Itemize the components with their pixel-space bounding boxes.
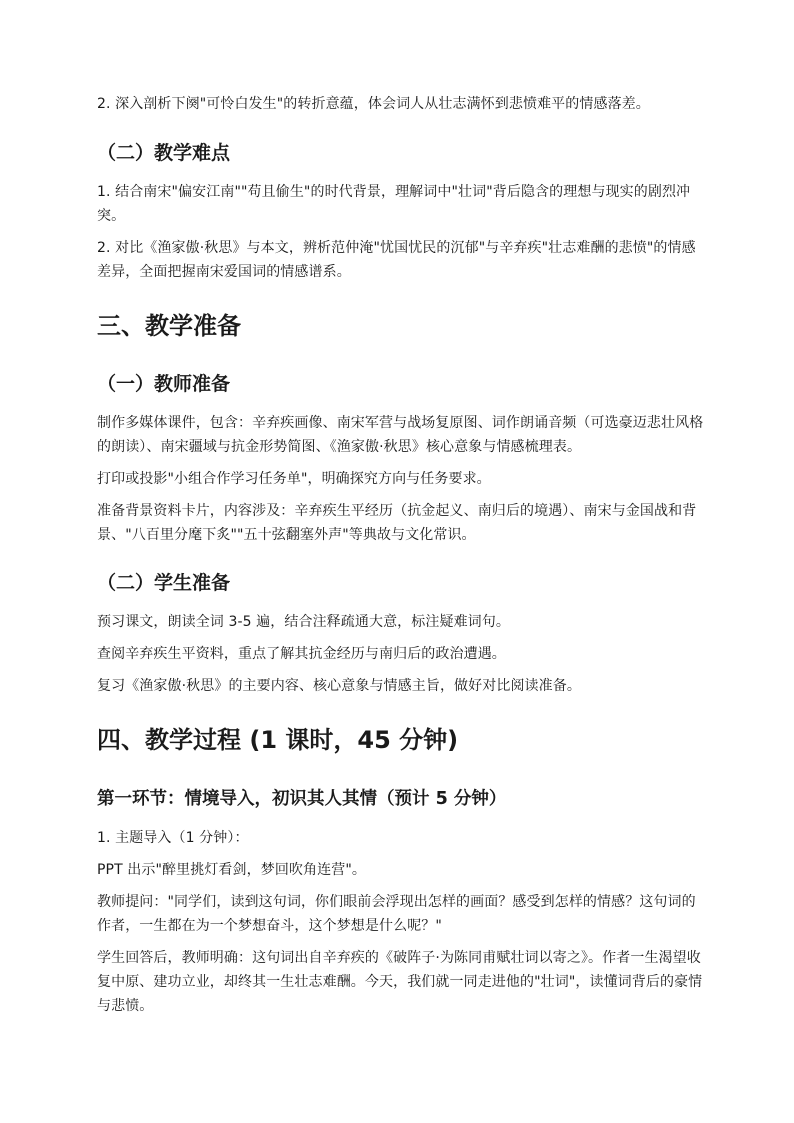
step1-ppt-line: PPT 出示"醉里挑灯看剑，梦回吹角连营"。 [97,862,366,878]
difficulty-paragraph-2: 2. 对比《渔家傲·秋思》与本文，辨析范仲淹"忧国忧民的沉郁"与辛弃疾"壮志难酬的悲愤"的情感差异，全面把握南宋爱国词的情感谱系。 [97,240,696,280]
heading-step-1: 第一环节：情境导入，初识其人其情（预计 5 分钟） [97,789,507,809]
heading-teaching-difficulties: （二）教学难点 [97,142,231,164]
objective-paragraph-2: 2. 深入剖析下阕"可怜白发生"的转折意蕴，体会词人从壮志满怀到悲愤难平的情感落差。 [97,96,650,112]
teacher-prep-paragraph-1: 制作多媒体课件，包含：辛弃疾画像、南宋军营与战场复原图、词作朗诵音频（可选豪迈悲壮风格的朗读）、南宋疆域与抗金形势简图、《渔家傲·秋思》核心意象与情感梳理表。 [97,415,704,455]
step1-teacher-question: 教师提问："同学们，读到这句词，你们眼前会浮现出怎样的画面？感受到怎样的情感？这句词的作者，一生都在为一个梦想奋斗，这个梦想是什么呢？" [97,894,696,934]
student-prep-paragraph-3: 复习《渔家傲·秋思》的主要内容、核心意象与情感主旨，做好对比阅读准备。 [97,678,581,694]
heading-student-preparation: （二）学生准备 [97,572,231,594]
student-prep-paragraph-1: 预习课文，朗读全词 3-5 遍，结合注释疏通大意，标注疑难词句。 [97,614,510,630]
step1-teacher-clarify: 学生回答后，教师明确：这句词出自辛弃疾的《破阵子·为陈同甫赋壮词以寄之》。作者一生渴望收复中原、建功立业，却终其一生壮志难酬。今天，我们就一同走进他的"壮词"，读懂词背后的豪情与悲愤。 [97,950,703,1014]
heading-teacher-preparation: （一）教师准备 [97,373,231,395]
heading-teaching-process: 四、教学过程 (1 课时，45 分钟) [97,726,459,754]
student-prep-paragraph-2: 查阅辛弃疾生平资料，重点了解其抗金经历与南归后的政治遭遇。 [97,646,506,662]
teacher-prep-paragraph-3: 准备背景资料卡片，内容涉及：辛弃疾生平经历（抗金起义、南归后的境遇）、南宋与金国战和背景、"八百里分麾下炙""五十弦翻塞外声"等典故与文化常识。 [97,503,697,543]
difficulty-paragraph-1: 1. 结合南宋"偏安江南""苟且偷生"的时代背景，理解词中"壮词"背后隐含的理想与现实的剧烈冲突。 [97,184,691,224]
step1-item-1: 1. 主题导入（1 分钟）： [97,830,249,846]
teacher-prep-paragraph-2: 打印或投影"小组合作学习任务单"，明确探究方向与任务要求。 [97,471,491,487]
heading-teaching-preparation: 三、教学准备 [97,312,241,340]
